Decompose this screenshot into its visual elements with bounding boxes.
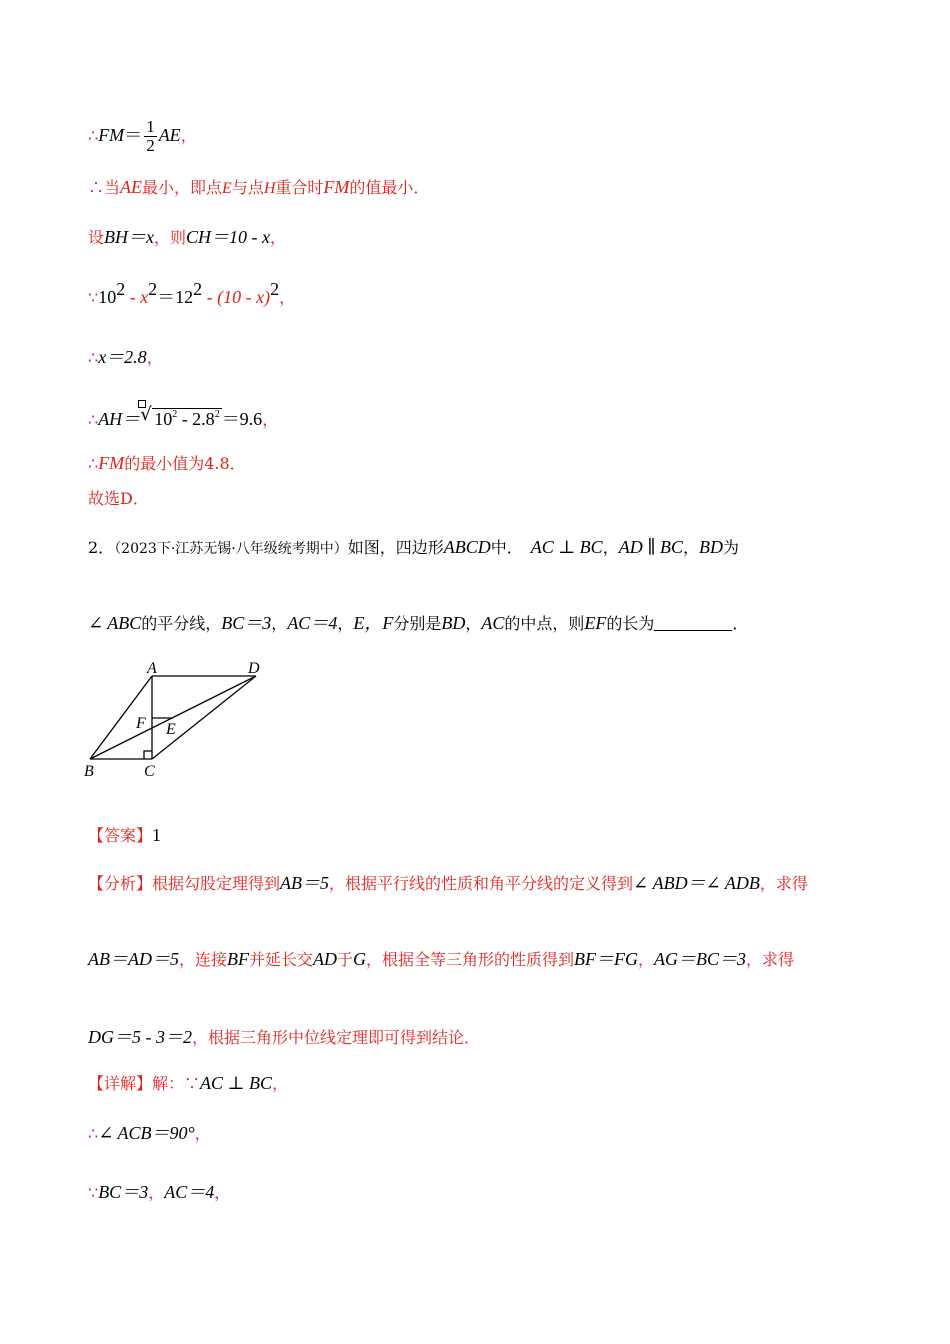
comma: ， [214, 1183, 231, 1202]
text-segment: 于 [337, 950, 354, 969]
math-bh-eq-x: BH＝x [104, 227, 154, 247]
comma: ， [337, 614, 354, 633]
math-ab-eq-ad: AB＝AD＝5 [88, 949, 179, 969]
label-b: B [84, 763, 94, 780]
text-segment: 的中点，则 [504, 614, 585, 633]
text-segment: 的平分线， [141, 614, 222, 633]
square-root [140, 404, 222, 431]
text-segment: ∴当 [88, 178, 121, 197]
exponent: 2 [214, 409, 220, 420]
math-term: - 2.8 [177, 409, 215, 429]
detail-line-1 [88, 1072, 288, 1095]
fraction-numerator: 1 [146, 117, 155, 136]
solution-line-ah-value [88, 404, 279, 431]
question-number: 2． [88, 538, 115, 557]
math-fm: FM [98, 453, 125, 473]
label-e: E [166, 721, 176, 738]
comma: ， [279, 288, 296, 307]
math-eq: ＝ [124, 125, 143, 145]
math-ch-eq: CH＝10 - x [186, 227, 271, 247]
math-fm: FM [323, 177, 350, 197]
math-ae: AE [158, 125, 181, 145]
therefore-symbol: ∴ [88, 126, 99, 145]
math-ac-eq-4: AC＝4 [287, 613, 338, 633]
text-segment: 的值最小． [349, 178, 430, 197]
math-angle-acb: ∠ ACB＝90° [98, 1123, 195, 1143]
comma: ， [148, 1183, 165, 1202]
comma: ， [683, 538, 700, 557]
solution-line-set-bh [88, 226, 286, 249]
text-segment: 分别是 [393, 614, 442, 633]
detail-line-3 [88, 1181, 230, 1204]
label-d: D [248, 660, 260, 677]
comma: ， [602, 538, 619, 557]
solution-line-min-condition [88, 176, 429, 200]
text-segment: 最小，即点 [142, 178, 223, 197]
therefore-symbol: ∴ [88, 454, 99, 473]
text-segment: ，根据平行线的性质和角平分线的定义得到 [329, 874, 634, 893]
math-ag-eq-bc: AG＝BC＝3 [654, 949, 747, 969]
comma: ， [465, 614, 482, 633]
math-ab-eq-5: AB＝5 [280, 873, 330, 893]
comma: ， [146, 348, 163, 367]
math-term: 10 [98, 287, 117, 307]
label-f: F [136, 715, 146, 732]
math-bf: BF [227, 949, 249, 969]
math-term: - (10 - x) [202, 287, 271, 307]
text-segment: 重合时 [275, 178, 324, 197]
comma: ， [194, 1124, 211, 1143]
comma: ， [271, 1074, 288, 1093]
math-eq-value: ＝9.6 [221, 409, 263, 429]
math-term: - x [125, 287, 149, 307]
fraction-one-half [144, 118, 157, 155]
math-e: E [222, 180, 232, 197]
math-dg-value: DG＝5 - 3＝2 [88, 1027, 192, 1047]
math-ac: AC [481, 613, 505, 633]
label-a: A [147, 660, 157, 677]
math-ad: AD [313, 949, 338, 969]
exponent: 2 [116, 279, 126, 299]
answer-value: 1 [152, 825, 162, 845]
math-abcd: ABCD [443, 537, 491, 557]
question-2-line-1 [88, 536, 739, 560]
text-segment: 的长为 [606, 614, 655, 633]
math-ae: AE [120, 177, 143, 197]
math-angle-equality: ∠ ABD＝∠ ADB [633, 873, 760, 893]
text-segment: ，则 [154, 228, 187, 247]
geometry-figure [80, 652, 280, 784]
equation [98, 279, 280, 307]
right-angle-mark [144, 751, 152, 759]
text-segment: 如图，四边形 [347, 538, 444, 557]
solution-line-x-value [88, 346, 163, 369]
text-segment: 根据勾股定理得到 [152, 874, 281, 893]
math-bd: BD [699, 537, 724, 557]
comma: ， [262, 410, 279, 429]
solution-line-fm-min [88, 452, 246, 475]
math-bf-eq-fg: BF＝FG [574, 949, 639, 969]
math-bd: BD [441, 613, 466, 633]
answer-tag: 【答案】 [88, 826, 153, 845]
text-segment: 中． [490, 538, 523, 557]
exponent: 2 [270, 279, 280, 299]
therefore-symbol: ∴ [88, 1124, 99, 1143]
math-ef: EF [584, 613, 607, 633]
math-h: H [263, 180, 276, 197]
solution-line-pythagoras-equation [88, 279, 296, 309]
math-bc-eq-3: BC＝3 [98, 1182, 149, 1202]
math-g: G [353, 949, 367, 969]
text-segment: 与点 [231, 178, 264, 197]
because-symbol: ∵ [88, 288, 99, 307]
math-term: ＝12 [157, 287, 194, 307]
exponent: 2 [172, 409, 178, 420]
analysis-line-1 [88, 872, 808, 895]
text-segment: ，求得 [759, 874, 808, 893]
math-ah-eq: AH＝ [98, 409, 141, 429]
radical-sign: √ [140, 404, 152, 425]
math-ac-perp-bc: AC ⊥ BC [530, 537, 603, 557]
math-ac-perp-bc: AC ⊥ BC [200, 1073, 272, 1093]
period: ． [732, 614, 749, 633]
detail-tag: 【详解】 [88, 1074, 153, 1093]
comma: ， [180, 126, 197, 145]
math-bc-eq-3: BC＝3 [221, 613, 272, 633]
text-segment: 解：∵ [152, 1074, 201, 1093]
solution-line-choose-d: 故选D． [88, 489, 149, 508]
text-segment: ，根据三角形中位线定理即可得到结论． [192, 1028, 481, 1047]
fraction-denominator: 2 [146, 136, 155, 155]
exponent: 2 [193, 279, 203, 299]
math-fm: FM [98, 125, 125, 145]
label-c: C [144, 763, 155, 780]
question-source: （2023下·江苏无锡·八年级统考期中） [114, 541, 348, 557]
solution-line-fm-half-ae [88, 118, 197, 155]
detail-line-2 [88, 1122, 211, 1145]
math-ac-eq-4: AC＝4 [164, 1182, 215, 1202]
text-segment: 设 [88, 228, 105, 247]
text-segment: 的最小值为4.8． [124, 454, 246, 473]
math-angle-abc: ∠ ABC [88, 613, 142, 633]
analysis-tag: 【分析】 [88, 874, 153, 893]
math-ad-parallel-bc: AD ∥ BC [618, 537, 684, 557]
comma: ， [638, 950, 655, 969]
comma: ， [271, 614, 288, 633]
answer-blank [654, 614, 732, 631]
text-segment: ，根据全等三角形的性质得到 [366, 950, 575, 969]
math-e-f: E，F [353, 613, 394, 633]
text-segment: ， [270, 228, 287, 247]
text-segment: ，求得 [746, 950, 795, 969]
math-term: 10 [154, 409, 173, 429]
question-2-line-2 [88, 612, 748, 635]
answer-line [88, 824, 161, 847]
radicand [152, 408, 222, 429]
analysis-line-2 [88, 948, 794, 971]
text-segment: ，连接 [178, 950, 227, 969]
analysis-line-3 [88, 1026, 480, 1049]
text-segment: 并延长交 [249, 950, 314, 969]
because-symbol: ∵ [88, 1183, 99, 1202]
therefore-symbol: ∴ [88, 410, 99, 429]
math-x-eq: x＝2.8 [98, 347, 147, 367]
therefore-symbol: ∴ [88, 348, 99, 367]
exponent: 2 [148, 279, 158, 299]
text-segment: 为 [723, 538, 740, 557]
